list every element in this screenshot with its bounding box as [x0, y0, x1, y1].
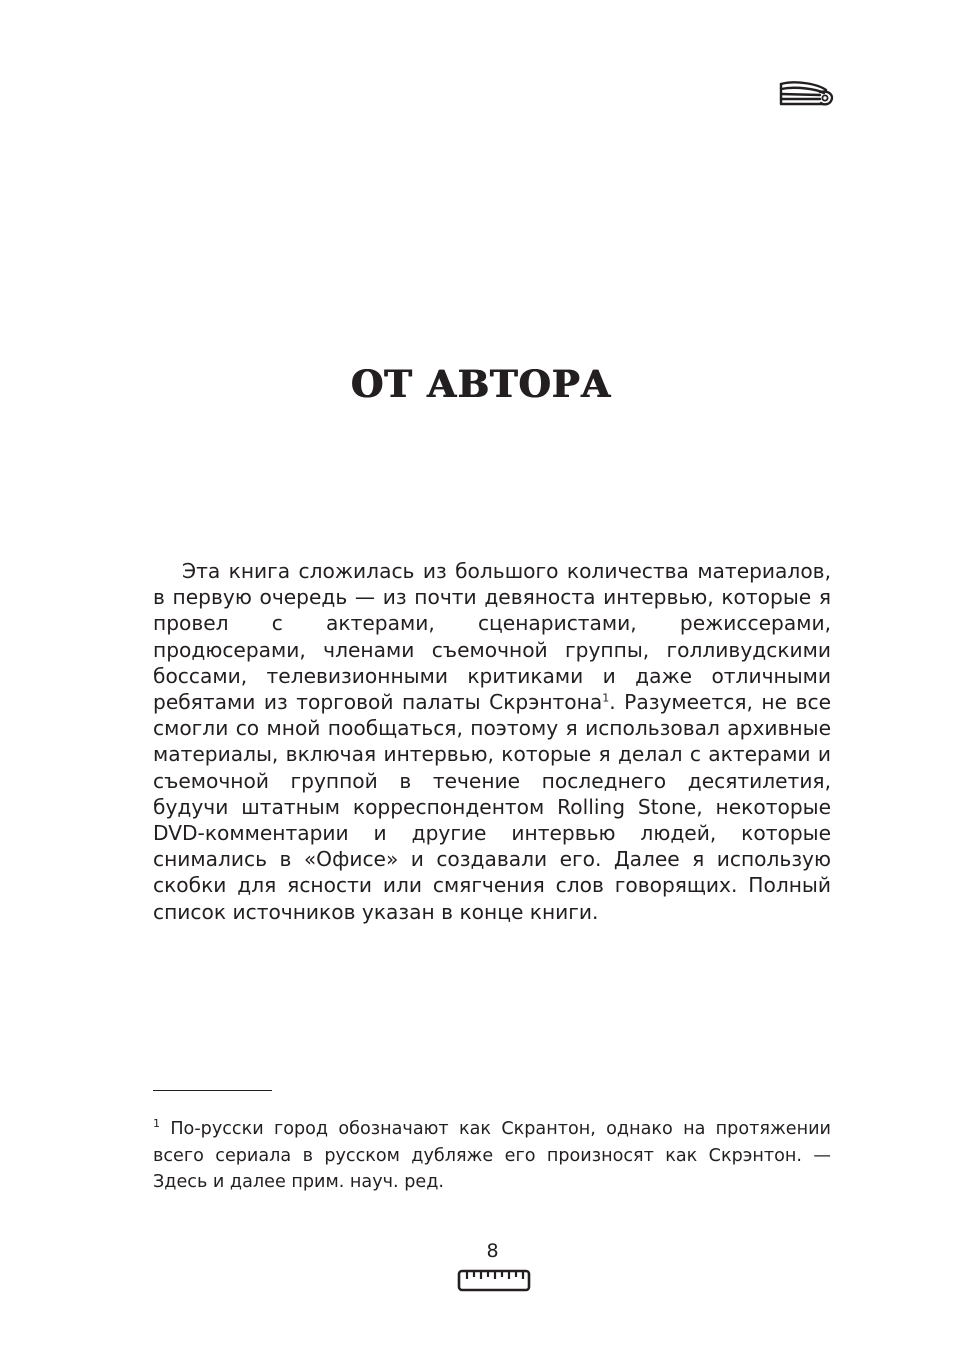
footnote [153, 1116, 831, 1196]
body-text-part-1: Эта книга сложилась из большого количества материалов, в первую очередь — из почти девяноста интервью, которые я провел с актерами, сценаристами, режиссерами, продюсерами, членами съемочной группы, голливудскими боссами, телевизионными критиками и даже отличными ребятами из торговой палаты Скрэнтона [153, 559, 831, 715]
page-number: 8 [486, 1240, 499, 1262]
footnote-reference[interactable]: 1 [602, 691, 610, 705]
stapler-icon [778, 78, 834, 110]
body-text-part-2: . Разумеется, не все смогли со мной пообщаться, поэтому я использовал архивные материалы, включая интервью, которые я делал с актерами и съемочной группой в течение последнего десятилетия, будучи штатным корреспондентом Rolling Stone, некоторые DVD-комментарии и другие интервью людей, которые снимались в «Офисе» и создавали его. Далее я использую скобки для ясности или смягчения слов говорящих. Полный список источников указан в конце книги. [153, 690, 832, 924]
page-title: ОТ АВТОРА [351, 362, 612, 406]
ruler-icon [457, 1268, 531, 1294]
footnote-number: 1 [153, 1117, 160, 1131]
body-paragraph [153, 558, 831, 925]
footnote-text: По-русски город обозначают как Скрантон, однако на протяжении всего сериала в русском дубляже его произносят как Скрэнтон. — Здесь и далее прим. науч. ред. [153, 1119, 831, 1192]
footnote-divider [153, 1090, 272, 1091]
